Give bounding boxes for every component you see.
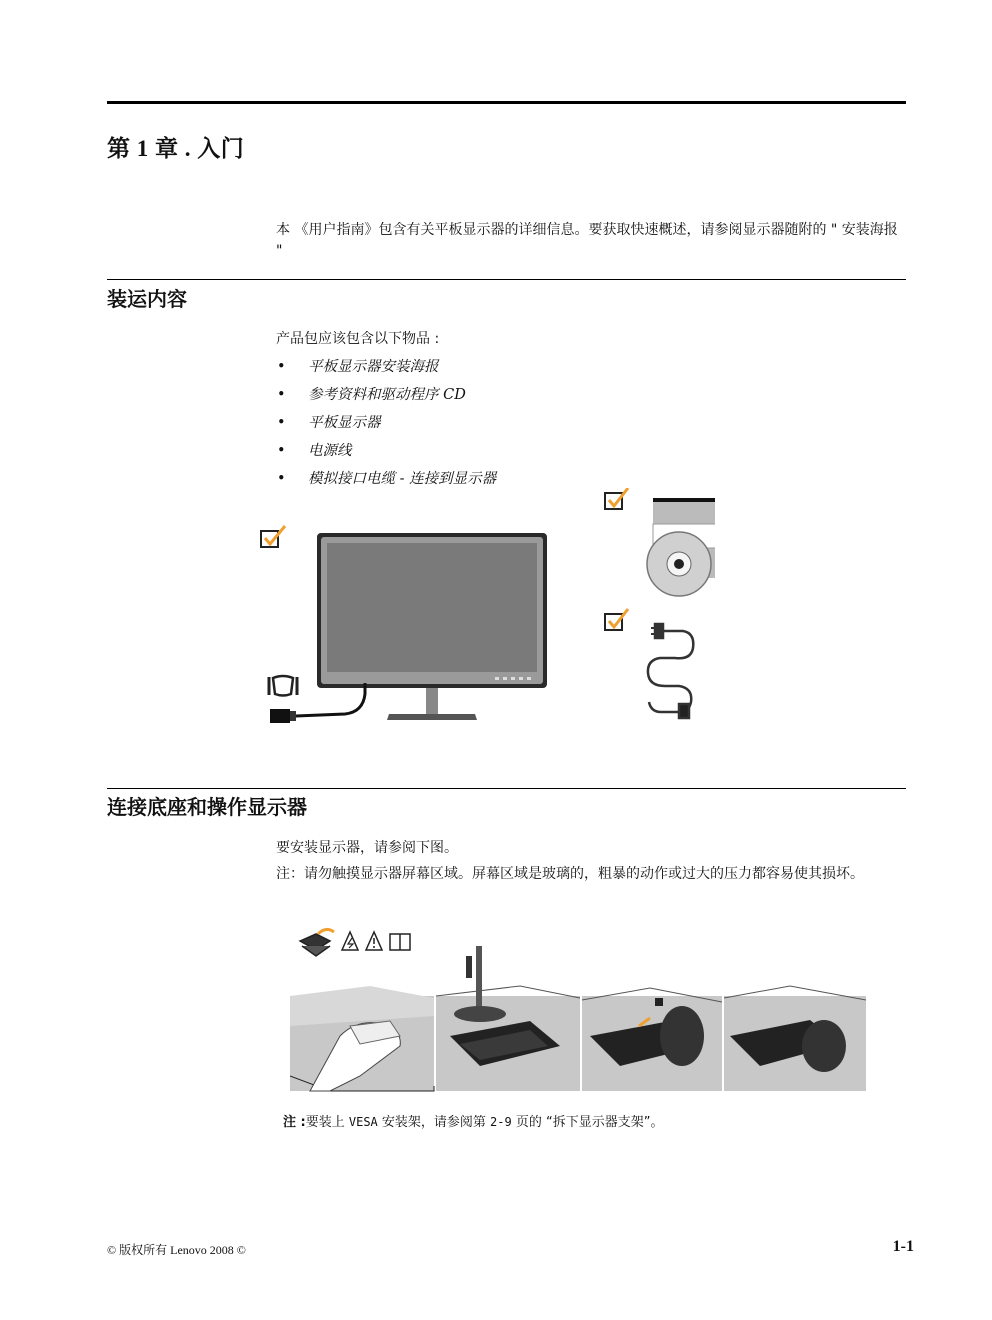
shipping-items-list: [276, 355, 776, 495]
vga-cable-icon: [270, 683, 365, 723]
checkbox-icon: [261, 526, 285, 547]
list-item: • 电源线: [276, 439, 776, 467]
package-contents-illustration: [255, 488, 715, 728]
vesa-note-before: 要装上: [305, 1115, 349, 1130]
power-cord-icon: [648, 624, 693, 718]
step-panel-attach: [582, 988, 722, 1091]
list-item: • 平板显示器安装海报: [276, 355, 776, 383]
vesa-note-page: 2-9: [490, 1115, 512, 1129]
top-rule: [107, 101, 906, 104]
section-rule-attach: [107, 788, 906, 789]
vesa-note-prefix: 注 :: [283, 1115, 306, 1130]
list-item: • 参考资料和驱动程序 CD: [276, 383, 776, 411]
vesa-note-vesa: VESA: [348, 1115, 378, 1129]
cd-icon: [647, 498, 715, 596]
attach-lead: 要安装显示器，请参阅下图。: [276, 840, 458, 856]
shipping-lead: 产品包应该包含以下物品 :: [276, 331, 440, 347]
vesa-note: [283, 1111, 663, 1130]
section-heading-shipping: 装运内容: [107, 287, 187, 311]
vesa-note-after: 页的 “拆下显示器支架”。: [511, 1115, 664, 1130]
stand-assembly-illustration: [290, 926, 870, 1096]
step-panel-clean: [290, 986, 434, 1091]
checkbox-icon: [605, 488, 628, 509]
vesa-note-middle: 安装架，请参阅第: [377, 1115, 491, 1130]
footer-copyright: © 版权所有 Lenovo 2008 ©: [107, 1243, 246, 1257]
vga-connector-icon: [269, 676, 297, 696]
list-item: • 模拟接口电缆 - 连接到显示器: [276, 467, 776, 495]
step-panel-done: [724, 986, 866, 1091]
section-rule-shipping: [107, 279, 906, 280]
intro-paragraph: 本 《用户指南》包含有关平板显示器的详细信息。要获取快速概述，请参阅显示器随附的 " 安装海报 ": [276, 222, 898, 259]
list-item: • 平板显示器: [276, 411, 776, 439]
attach-warning-note: 注：请勿触摸显示器屏幕区域。屏幕区域是玻璃的，粗暴的动作或过大的压力都容易使其损坏。: [276, 866, 864, 882]
warning-icons: [300, 929, 410, 956]
section-heading-attach: 连接底座和操作显示器: [107, 795, 307, 819]
monitor-icon: [317, 533, 547, 720]
footer-page-number: 1-1: [892, 1238, 914, 1255]
step-panel-stand: [436, 946, 580, 1091]
chapter-title: 第 1 章 . 入门: [107, 136, 245, 161]
checkbox-icon: [605, 609, 628, 630]
